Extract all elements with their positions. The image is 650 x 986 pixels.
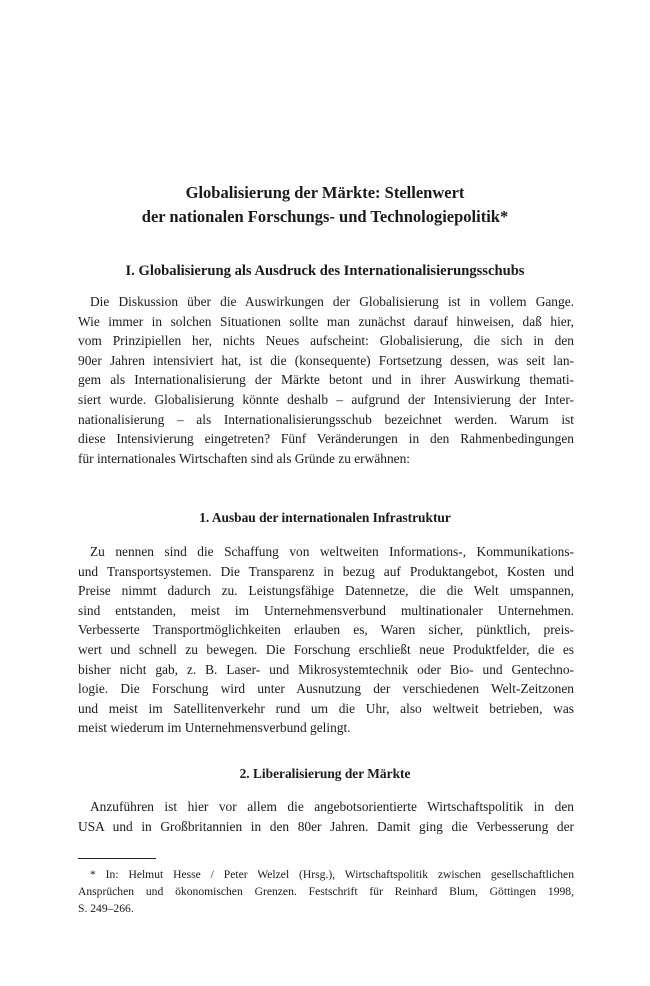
text-line: und Transportsystemen. Die Transparenz in bezug auf Produktangebot, Kosten und xyxy=(78,563,574,579)
title-line-2: der nationalen Forschungs- und Technologiepolitik* xyxy=(141,207,509,226)
text-line: gem als Internationalisierung der Märkte betont und in ihrer Auswirkung themati- xyxy=(78,372,574,388)
text-line: sind entstanden, meist im Unternehmensverbund multinationaler Unternehmen. xyxy=(78,602,574,618)
subsection-1-paragraph xyxy=(78,542,574,738)
text-line: meist wiederum im Unternehmensverbund gelingt. xyxy=(78,720,351,736)
subsection-2-paragraph xyxy=(78,797,574,836)
text-line: 90er Jahren intensiviert hat, ist die (konsequente) Fortsetzung dessen, was seit lan- xyxy=(78,352,574,368)
text-line: wert und schnell zu bewegen. Die Forschung erschließt neue Produktfelder, die es xyxy=(78,641,574,657)
text-line: USA und in Großbritannien in den 80er Jahren. Damit ging die Verbesserung der xyxy=(78,818,574,834)
intro-paragraph xyxy=(78,292,574,468)
text-line: nationalisierung – als Internationalisierungsschub bezeichnet werden. Warum ist xyxy=(78,411,574,427)
subsection-heading-1: 1. Ausbau der internationalen Infrastruktur xyxy=(199,510,451,525)
title-line-1: Globalisierung der Märkte: Stellenwert xyxy=(185,183,465,202)
subsection-heading-2: 2. Liberalisierung der Märkte xyxy=(239,766,411,781)
footnote xyxy=(78,866,574,917)
footnote-line: * In: Helmut Hesse / Peter Welzel (Hrsg.), Wirtschaftspolitik zwischen gesellschaftlichen xyxy=(90,868,574,881)
text-line: siert wurde. Globalisierung könnte deshalb – aufgrund der Intensivierung der Inter- xyxy=(78,391,574,407)
text-line: Wie immer in solchen Situationen sollte man zunächst darauf hinweisen, daß hier, xyxy=(78,313,574,329)
section-heading: I. Globalisierung als Ausdruck des Internationalisierungsschubs xyxy=(125,263,525,279)
text-line: vom Prinzipiellen her, nichts Neues aufscheint: Globalisierung, die sich in den xyxy=(78,333,574,349)
footnote-divider xyxy=(78,858,156,859)
page-title xyxy=(0,181,650,229)
text-line: Zu nennen sind die Schaffung von weltweiten Informations-, Kommunikations- xyxy=(90,544,574,559)
text-line: bisher nicht gab, z. B. Laser- und Mikrosystemtechnik oder Bio- und Gentechno- xyxy=(78,661,574,677)
text-line: logie. Die Forschung wird unter Ausnutzung der verschiedenen Welt-Zeitzonen xyxy=(78,681,574,697)
text-line: und meist im Satellitenverkehr rund um die Uhr, also weltweit betrieben, was xyxy=(78,700,574,716)
text-line: Anzuführen ist hier vor allem die angebotsorientierte Wirtschaftspolitik in den xyxy=(90,799,574,814)
text-line: Preise nimmt dadurch zu. Leistungsfähige Datennetze, die die Welt umspannen, xyxy=(78,583,574,599)
text-line: Verbesserte Transportmöglichkeiten erlauben es, Waren sicher, pünktlich, preis- xyxy=(78,622,574,638)
footnote-line: Ansprüchen und ökonomischen Grenzen. Festschrift für Reinhard Blum, Göttingen 1998, xyxy=(78,885,574,898)
text-line: für internationales Wirtschaften sind als Gründe zu erwähnen: xyxy=(78,450,411,466)
footnote-line: S. 249–266. xyxy=(78,902,134,915)
text-line: Die Diskussion über die Auswirkungen der Globalisierung ist in vollem Gange. xyxy=(90,294,574,309)
text-line: diese Intensivierung eingetreten? Fünf Veränderungen in den Rahmenbedingungen xyxy=(78,431,574,447)
